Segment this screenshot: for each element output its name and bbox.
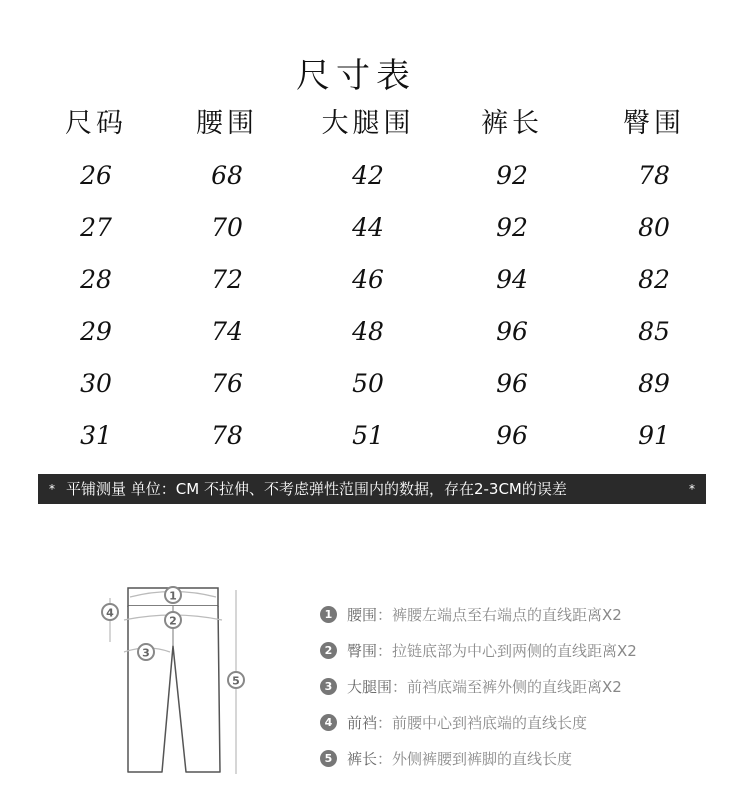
pants-diagram xyxy=(100,580,250,780)
cell-thigh: 42 xyxy=(352,161,384,190)
table-row xyxy=(0,208,750,260)
cell-size: 26 xyxy=(80,161,112,190)
legend-name: 腰围 xyxy=(347,605,378,624)
header-length: 裤长 xyxy=(481,108,543,139)
cell-size: 27 xyxy=(80,213,112,242)
cell-thigh: 48 xyxy=(352,317,384,346)
marker-1 xyxy=(165,587,181,603)
cell-waist: 78 xyxy=(211,421,243,450)
cell-waist: 72 xyxy=(211,265,243,294)
measurement-note-bar xyxy=(38,474,706,504)
page-title: 尺寸表 xyxy=(296,56,416,96)
legend-name: 前裆 xyxy=(347,713,378,732)
cell-size: 30 xyxy=(80,369,112,398)
table-row xyxy=(0,312,750,364)
cell-length: 96 xyxy=(496,421,528,450)
marker-1-label: 1 xyxy=(169,589,177,603)
table-row xyxy=(0,156,750,208)
cell-waist: 70 xyxy=(211,213,243,242)
cell-hip: 89 xyxy=(638,369,670,398)
legend-item-hip xyxy=(320,632,740,668)
header-waist: 腰围 xyxy=(196,108,258,139)
note-star-right: * xyxy=(689,482,695,496)
cell-hip: 80 xyxy=(638,213,670,242)
table-row xyxy=(0,416,750,468)
legend-desc: ：前腰中心到裆底端的直线长度 xyxy=(377,713,588,732)
table-header-row xyxy=(0,104,750,156)
marker-5-label: 5 xyxy=(232,674,240,688)
measurement-legend xyxy=(320,596,740,776)
table-row xyxy=(0,364,750,416)
marker-3-label: 3 xyxy=(142,646,150,660)
legend-desc: ：前裆底端至裤外侧的直线距离X2 xyxy=(392,677,622,696)
legend-item-length xyxy=(320,740,740,776)
cell-hip: 78 xyxy=(638,161,670,190)
marker-2-label: 2 xyxy=(169,614,177,628)
cell-size: 31 xyxy=(80,421,112,450)
cell-hip: 82 xyxy=(638,265,670,294)
legend-item-waist xyxy=(320,596,740,632)
cell-size: 28 xyxy=(80,265,112,294)
pants-outline-icon xyxy=(100,580,250,780)
cell-waist: 68 xyxy=(211,161,243,190)
marker-3 xyxy=(138,644,154,660)
cell-length: 96 xyxy=(496,317,528,346)
legend-desc: ：拉链底部为中心到两侧的直线距离X2 xyxy=(377,641,637,660)
cell-waist: 74 xyxy=(211,317,243,346)
legend-name: 大腿围 xyxy=(347,677,393,696)
legend-item-front-rise xyxy=(320,704,740,740)
legend-name: 裤长 xyxy=(347,749,378,768)
cell-size: 29 xyxy=(80,317,112,346)
legend-name: 臀围 xyxy=(347,641,378,660)
number-4-icon: 4 xyxy=(320,714,337,731)
legend-desc: ：裤腰左端点至右端点的直线距离X2 xyxy=(377,605,622,624)
cell-length: 92 xyxy=(496,213,528,242)
number-1-icon: 1 xyxy=(320,606,337,623)
cell-hip: 85 xyxy=(638,317,670,346)
marker-4-label: 4 xyxy=(106,606,114,620)
header-thigh: 大腿围 xyxy=(321,108,415,139)
note-star-left: * xyxy=(49,482,55,496)
marker-4 xyxy=(102,604,118,620)
marker-5 xyxy=(228,672,244,688)
legend-item-thigh xyxy=(320,668,740,704)
number-5-icon: 5 xyxy=(320,750,337,767)
cell-hip: 91 xyxy=(638,421,670,450)
marker-2 xyxy=(165,612,181,628)
cell-thigh: 50 xyxy=(352,369,384,398)
size-table xyxy=(0,104,750,468)
cell-waist: 76 xyxy=(211,369,243,398)
table-row xyxy=(0,260,750,312)
cell-length: 94 xyxy=(496,265,528,294)
cell-length: 96 xyxy=(496,369,528,398)
measurement-note-text: 平铺测量 单位：CM 不拉伸、不考虑弹性范围内的数据，存在2-3CM的误差 xyxy=(66,480,567,498)
cell-thigh: 51 xyxy=(352,421,384,450)
header-size: 尺码 xyxy=(65,108,127,139)
header-hip: 臀围 xyxy=(623,108,685,139)
cell-thigh: 46 xyxy=(352,265,384,294)
number-2-icon: 2 xyxy=(320,642,337,659)
legend-desc: ：外侧裤腰到裤脚的直线长度 xyxy=(377,749,573,768)
cell-thigh: 44 xyxy=(352,213,384,242)
cell-length: 92 xyxy=(496,161,528,190)
number-3-icon: 3 xyxy=(320,678,337,695)
